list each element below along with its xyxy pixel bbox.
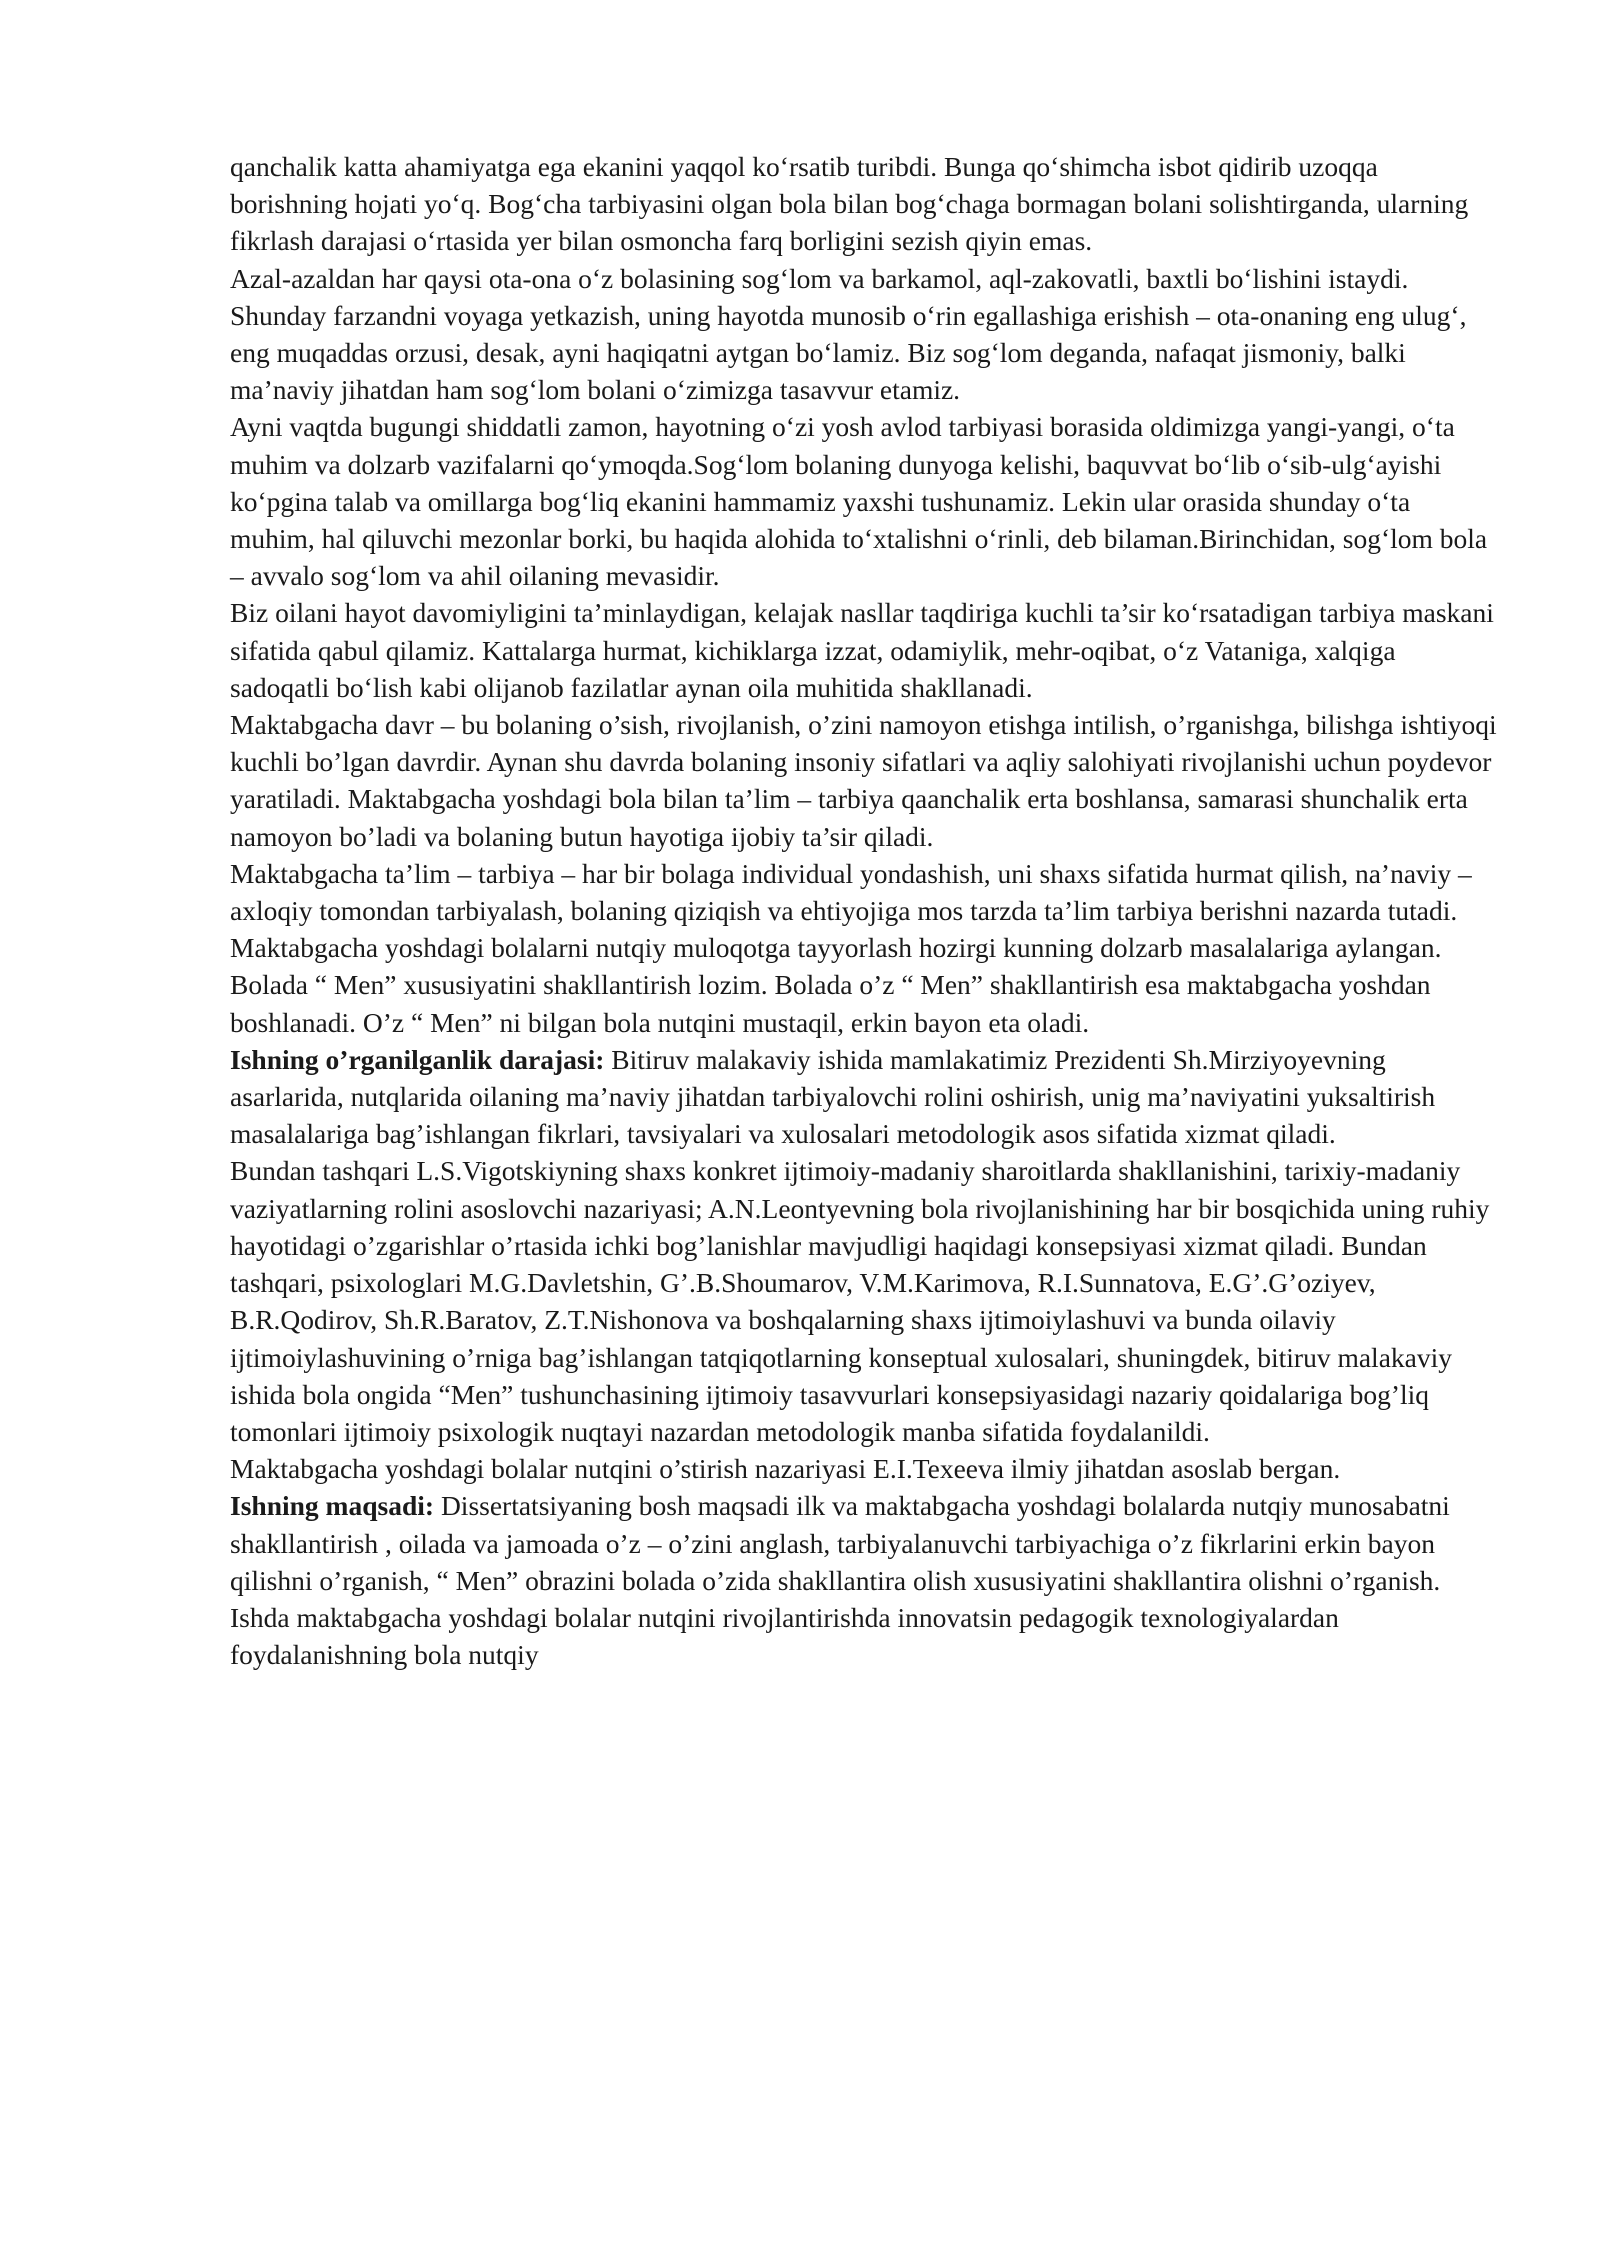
paragraph-5 xyxy=(230,706,1500,855)
paragraph-4 xyxy=(230,594,1500,706)
paragraph-text: Ayni vaqtda bugungi shiddatli zamon, hayotning o‘zi yosh avlod tarbiyasi borasida oldimizga yangi-yangi, o‘ta muhim va dolzarb vazifalarni qo‘ymoqda.Sog‘lom bolaning dunyoga kelishi, baquvvat bo‘lib o‘sib-ulg‘ayishi ko‘pgina talab va omillarga bog‘liq ekanini hammamiz yaxshi tushunamiz. Lekin ular orasida shunday o‘ta muhim, hal qiluvchi mezonlar borki, bu haqida alohida to‘xtalishni o‘rinli, deb bilaman.Birinchidan, sog‘lom bola – avvalo sog‘lom va ahil oilaning mevasidir. xyxy=(230,411,1488,592)
paragraph-text: Maktabgacha ta’lim – tarbiya – har bir bolaga individual yondashish, uni shaxs sifatida hurmat qilish, na’naviy – axloqiy tomondan tarbiyalash, bolaning qiziqish va ehtiyojiga mos tarzda ta’lim tarbiya berishni nazarda tutadi. xyxy=(230,857,1472,927)
section-heading-studied-degree: Ishning o’rganilganlik darajasi: xyxy=(230,1043,605,1075)
paragraph-text: Bitiruv malakaviy ishida mamlakatimiz Prezidenti Sh.Mirziyoyevning asarlarida, nutqlarida oilaning ma’naviy jihatdan tarbiyalovchi rolini oshirish, unig ma’naviyatini yuksaltirish masalalariga bag’ishlangan fikrlari, tavsiyalari va xulosalari metodologik asos sifatida xizmat qiladi. xyxy=(230,1043,1436,1150)
section-heading-goal: Ishning maqsadi: xyxy=(230,1490,435,1522)
paragraph-3 xyxy=(230,408,1500,594)
paragraph-text: Dissertatsiyaning bosh maqsadi ilk va maktabgacha yoshdagi bolalarda nutqiy munosabatni shakllantirish , oilada va jamoada o’z – o’zini anglash, tarbiyalanuvchi tarbiyachiga o’z fikrlarini erkin bayon qilishni o’rganish, “ Men” obrazini bolada o’zida shakllantira olish xususiyatini shakllantira olishni o’rganish. Ishda maktabgacha yoshdagi bolalar nutqini rivojlantirishda innovatsin pedagogik texnologiyalardan foydalanishning bola nutqiy xyxy=(230,1490,1450,1671)
paragraph-text: Maktabgacha yoshdagi bolalarni nutqiy muloqotga tayyorlash hozirgi kunning dolzarb masalalariga aylangan. Bolada “ Men” xususiyatini shakllantirish lozim. Bolada o’z “ Men” shakllantirish esa maktabgacha yoshdan boshlanadi. O’z “ Men” ni bilgan bola nutqini mustaqil, erkin bayon eta oladi. xyxy=(230,932,1442,1038)
paragraph-8 xyxy=(230,1041,1500,1153)
paragraph-1 xyxy=(230,148,1500,260)
paragraph-10 xyxy=(230,1450,1500,1487)
paragraph-2 xyxy=(230,260,1500,409)
paragraph-text: Biz oilani hayot davomiyligini ta’minlaydigan, kelajak nasllar taqdiriga kuchli ta’sir ko‘rsatadigan tarbiya maskani sifatida qabul qilamiz. Kattalarga hurmat, kichiklarga izzat, odamiylik, mehr-oqibat, o‘z Vataniga, xalqiga sadoqatli bo‘lish kabi olijanob fazilatlar aynan oila muhitida shakllanadi. xyxy=(230,597,1494,703)
paragraph-9 xyxy=(230,1152,1500,1450)
paragraph-text: Maktabgacha yoshdagi bolalar nutqini o’stirish nazariyasi E.I.Texeeva ilmiy jihatdan asoslab bergan. xyxy=(230,1453,1341,1485)
paragraph-6 xyxy=(230,855,1500,929)
paragraph-text: Azal-azaldan har qaysi ota-ona o‘z bolasining sog‘lom va barkamol, aql-zakovatli, baxtli bo‘lishini istaydi. Shunday farzandni voyaga yetkazish, uning hayotda munosib o‘rin egallashiga erishish – ota-onaning eng ulug‘, eng muqaddas orzusi, desak, ayni haqiqatni aytgan bo‘lamiz. Biz sog‘lom deganda, nafaqat jismoniy, balki ma’naviy jihatdan ham sog‘lom bolani o‘zimizga tasavvur etamiz. xyxy=(230,262,1467,406)
paragraph-text: Bundan tashqari L.S.Vigotskiyning shaxs konkret ijtimoiy-madaniy sharoitlarda shakllanishini, tarixiy-madaniy vaziyatlarning rolini asoslovchi nazariyasi; A.N.Leontyevning bola rivojlanishining har bir bosqichida uning ruhiy hayotidagi o’zgarishlar o’rtasida ichki bog’lanishlar mavjudligi haqidagi konsepsiyasi xizmat qiladi. Bundan tashqari, psixologlari M.G.Davletshin, G’.B.Shoumarov, V.M.Karimova, R.I.Sunnatova, E.G’.G’oziyev, B.R.Qodirov, Sh.R.Baratov, Z.T.Nishonova va boshqalarning shaxs ijtimoiylashuvi va bunda oilaviy ijtimoiylashuvining o’rniga bag’ishlangan tatqiqotlarning konseptual xulosalari, shuningdek, bitiruv malakaviy ishida bola ongida “Men” tushunchasining ijtimoiy tasavvurlari konsepsiyasidagi nazariy qoidalariga bog’liq tomonlari ijtimoiy psixologik nuqtayi nazardan metodologik manba sifatida foydalanildi. xyxy=(230,1155,1490,1447)
paragraph-11 xyxy=(230,1487,1500,1673)
document-page xyxy=(230,148,1500,1673)
paragraph-text: Maktabgacha davr – bu bolaning o’sish, rivojlanish, o’zini namoyon etishga intilish, o’rganishga, bilishga ishtiyoqi kuchli bo’lgan davrdir. Aynan shu davrda bolaning insoniy sifatlari va aqliy salohiyati rivojlanishi uchun poydevor yaratiladi. Maktabgacha yoshdagi bola bilan ta’lim – tarbiya qaanchalik erta boshlansa, samarasi shunchalik erta namoyon bo’ladi va bolaning butun hayotiga ijobiy ta’sir qiladi. xyxy=(230,709,1497,852)
paragraph-text: qanchalik katta ahamiyatga ega ekanini yaqqol ko‘rsatib turibdi. Bunga qo‘shimcha isbot qidirib uzoqqa borishning hojati yo‘q. Bog‘cha tarbiyasini olgan bola bilan bog‘chaga bormagan bolani solishtirganda, ularning fikrlash darajasi o‘rtasida yer bilan osmoncha farq borligini sezish qiyin emas. xyxy=(230,151,1469,257)
paragraph-7 xyxy=(230,929,1500,1041)
